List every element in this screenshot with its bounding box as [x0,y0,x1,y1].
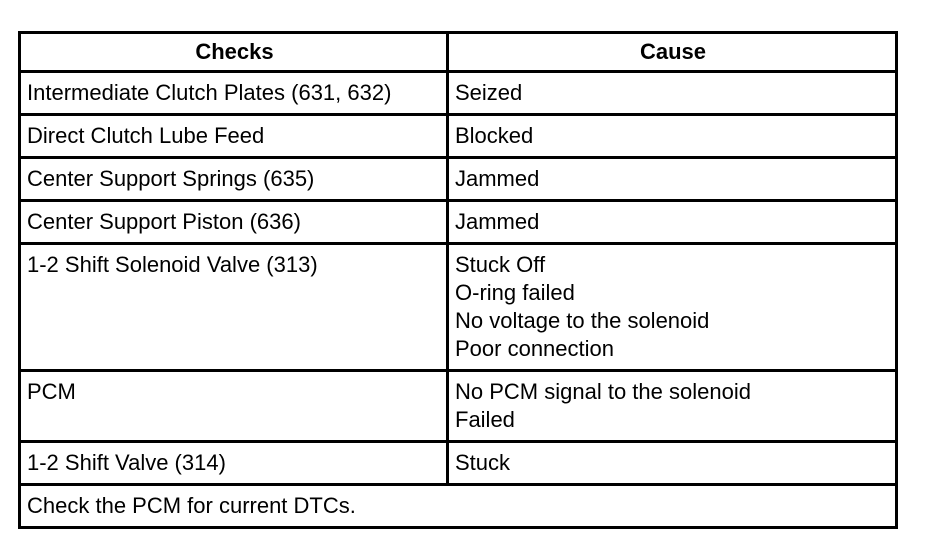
check-cell: Intermediate Clutch Plates (631, 632) [20,72,448,115]
cause-cell: Jammed [448,201,897,244]
check-cell: 1-2 Shift Valve (314) [20,442,448,485]
cause-item: O-ring failed [455,280,575,305]
check-cell: Center Support Piston (636) [20,201,448,244]
cause-item: Stuck Off [455,252,546,277]
footer-row [20,485,897,528]
check-cell: PCM [20,371,448,442]
cause-list-cell [448,371,897,442]
check-cell: Center Support Springs (635) [20,158,448,201]
cause-cell: Seized [448,72,897,115]
header-row [20,33,897,72]
cause-header: Cause [448,33,897,72]
table-row [20,72,897,115]
table-row [20,158,897,201]
check-cell: 1-2 Shift Solenoid Valve (313) [20,244,448,371]
checks-header: Checks [20,33,448,72]
cause-cell: Blocked [448,115,897,158]
cause-item: No voltage to the solenoid [455,308,710,333]
diagnostic-table [18,31,898,529]
table-row [20,371,897,442]
footer-note: Check the PCM for current DTCs. [20,485,897,528]
check-cell: Direct Clutch Lube Feed [20,115,448,158]
cause-item: Failed [455,407,515,432]
table-row [20,442,897,485]
cause-item: Poor connection [455,336,614,361]
table-row [20,244,897,371]
cause-item: No PCM signal to the solenoid [455,379,751,404]
cause-cell: Jammed [448,158,897,201]
table-row [20,201,897,244]
cause-list-cell [448,244,897,371]
cause-cell: Stuck [448,442,897,485]
table-row [20,115,897,158]
